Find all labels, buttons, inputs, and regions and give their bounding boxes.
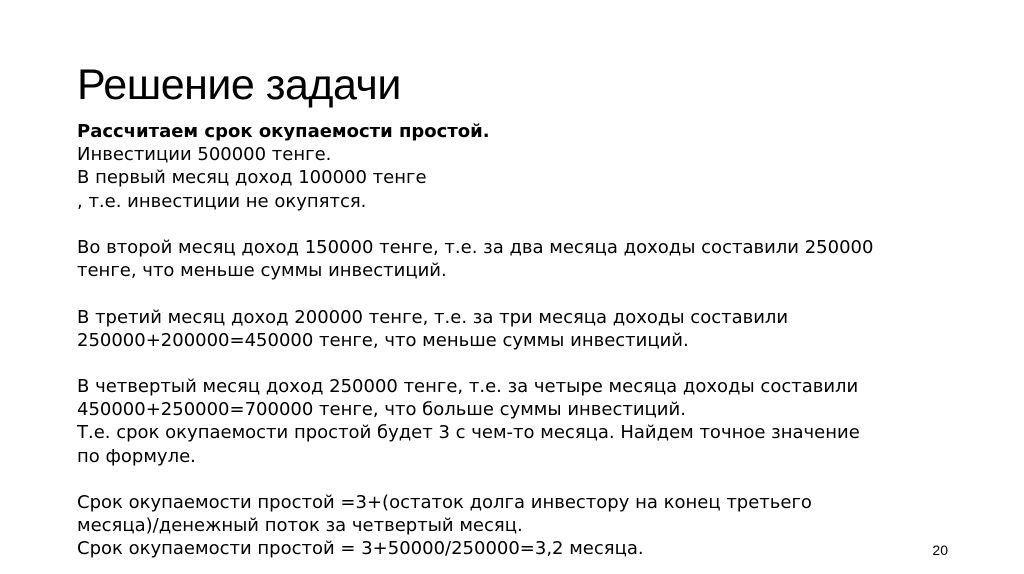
body-line: Инвестиции 500000 тенге.	[77, 144, 332, 166]
body-line: В четвертый месяц доход 250000 тенге, т.е. за четыре месяца доходы составили	[77, 376, 859, 398]
body-line: 250000+200000=450000 тенге, что меньше суммы инвестиций.	[77, 329, 689, 351]
body-line: месяца)/денежный поток за четвертый месяц.	[77, 515, 523, 537]
slide-body	[77, 120, 957, 561]
body-line: 450000+250000=700000 тенге, что больше суммы инвестиций.	[77, 399, 686, 421]
body-line: , т.е. инвестиции не окупятся.	[77, 190, 367, 212]
slide-number: 20	[932, 542, 948, 558]
slide-title: Решение задачи	[77, 61, 401, 109]
body-line: Срок окупаемости простой =3+(остаток долга инвестору на конец третьего	[77, 492, 812, 513]
body-line: по формуле.	[77, 445, 196, 467]
body-line: Т.е. срок окупаемости простой будет 3 с чем-то месяца. Найдем точное значение	[77, 422, 860, 444]
body-line: Во второй месяц доход 150000 тенге, т.е. за два месяца доходы составили 250000	[77, 236, 874, 258]
paragraph-gap	[77, 468, 957, 491]
paragraph-gap	[77, 213, 957, 236]
body-line: В первый месяц доход 100000 тенге	[77, 167, 427, 189]
body-line: тенге, что меньше суммы инвестиций.	[77, 260, 447, 282]
paragraph-gap	[77, 352, 957, 375]
body-line: В третий месяц доход 200000 тенге, т.е. за три месяца доходы составили	[77, 306, 789, 328]
paragraph-gap	[77, 282, 957, 305]
body-line: Срок окупаемости простой = 3+50000/250000=3,2 месяца.	[77, 538, 644, 560]
body-heading: Рассчитаем срок окупаемости простой.	[77, 121, 490, 142]
